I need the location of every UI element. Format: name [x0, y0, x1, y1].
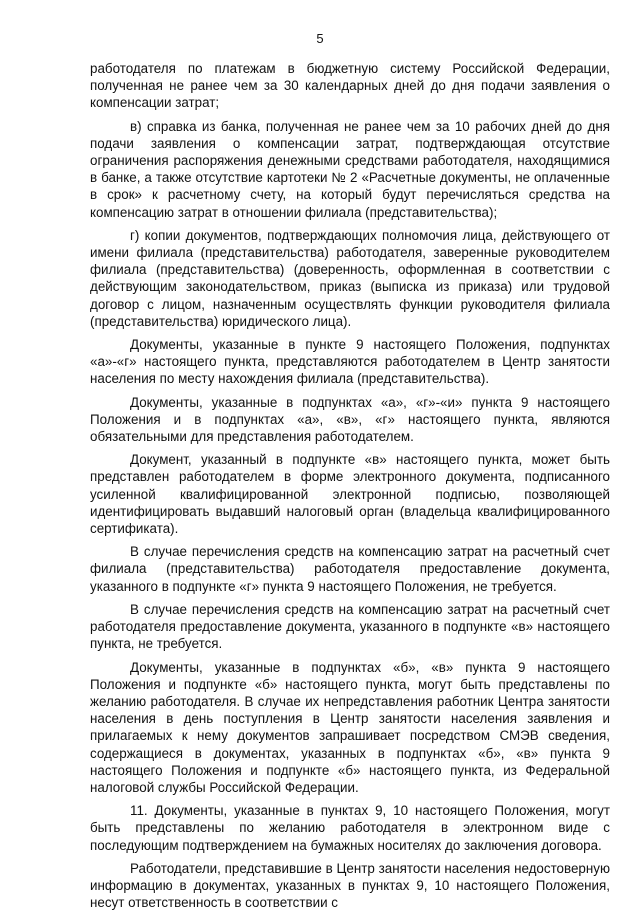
- paragraph: г) копии документов, подтверждающих полномочия лица, действующего от имени филиала (представительства) работодателя, заверенные руководителем филиала (представительства) (доверенность, оформленная в соответствии с действующим законодательством, приказ (выписка из приказа) или трудовой договор с лицом, назначенным осуществлять функции руководителя филиала (представительства) юридического лица).: [90, 227, 610, 329]
- paragraph: Документы, указанные в пункте 9 настоящего Положения, подпунктах «а»-«г» настоящего пункта, представляются работодателем в Центр занятости населения по месту нахождения филиала (представительства).: [90, 337, 610, 387]
- paragraph: Документы, указанные в подпунктах «б», «в» пункта 9 настоящего Положения и подпункте «б» настоящего пункта, могут быть представлены по желанию работодателя. В случае их непредставления работник Центра занятости населения в день поступления в Центр занятости населения заявления и прилагаемых к нему документов запрашивает посредством СМЭВ сведения, содержащиеся в документах, указанных в подпунктах «б», «в» пункта 9 настоящего Положения и подпункте «б» настоящего пункта, из Федеральной налоговой службы Российской Федерации.: [90, 659, 610, 795]
- paragraph: В случае перечисления средств на компенсацию затрат на расчетный счет работодателя предоставление документа, указанного в подпункте «в» настоящего пункта, не требуется.: [90, 601, 610, 652]
- paragraph: в) справка из банка, полученная не ранее чем за 10 рабочих дней до дня подачи заявления о компенсации затрат, подтверждающая отсутствие ограничения распоряжения денежными средствами работодателя, находящимися в банке, а также отсутствие картотеки № 2 «Расчетные документы, не оплаченные в срок» к расчетному счету, на который будут перечисляться средства на компенсацию затрат в отношении филиала (представительства);: [90, 118, 610, 220]
- paragraph: работодателя по платежам в бюджетную систему Российской Федерации, полученная не ранее чем за 30 календарных дней до дня подачи заявления о компенсации затрат;: [90, 61, 610, 111]
- paragraph: Документ, указанный в подпункте «в» настоящего пункта, может быть представлен работодателем в форме электронного документа, подписанного усиленной квалифицированной электронной подписью, позволяющей идентифицировать выдавший налоговый орган (владельца квалифицированного сертификата).: [90, 452, 610, 537]
- paragraph: В случае перечисления средств на компенсацию затрат на расчетный счет филиала (представительства) работодателя предоставление документа, указанного в подпункте «г» пункта 9 настоящего Положения, не требуется.: [90, 544, 610, 594]
- paragraph: 11. Документы, указанные в пунктах 9, 10 настоящего Положения, могут быть представлены по желанию работодателя в электронном виде с последующим подтверждением на бумажных носителях до заключения договора.: [90, 803, 610, 853]
- document-body: [90, 60, 610, 917]
- page-number: 5: [316, 31, 324, 46]
- paragraph: Работодатели, представившие в Центр занятости населения недостоверную информацию в документах, указанных в пунктах 9, 10 настоящего Положения, несут ответственность в соответствии с: [90, 860, 610, 911]
- paragraph: Документы, указанные в подпунктах «а», «г»-«и» пункта 9 настоящего Положения и в подпунктах «а», «в», «г» настоящего пункта, являются обязательными для представления работодателем.: [90, 394, 610, 445]
